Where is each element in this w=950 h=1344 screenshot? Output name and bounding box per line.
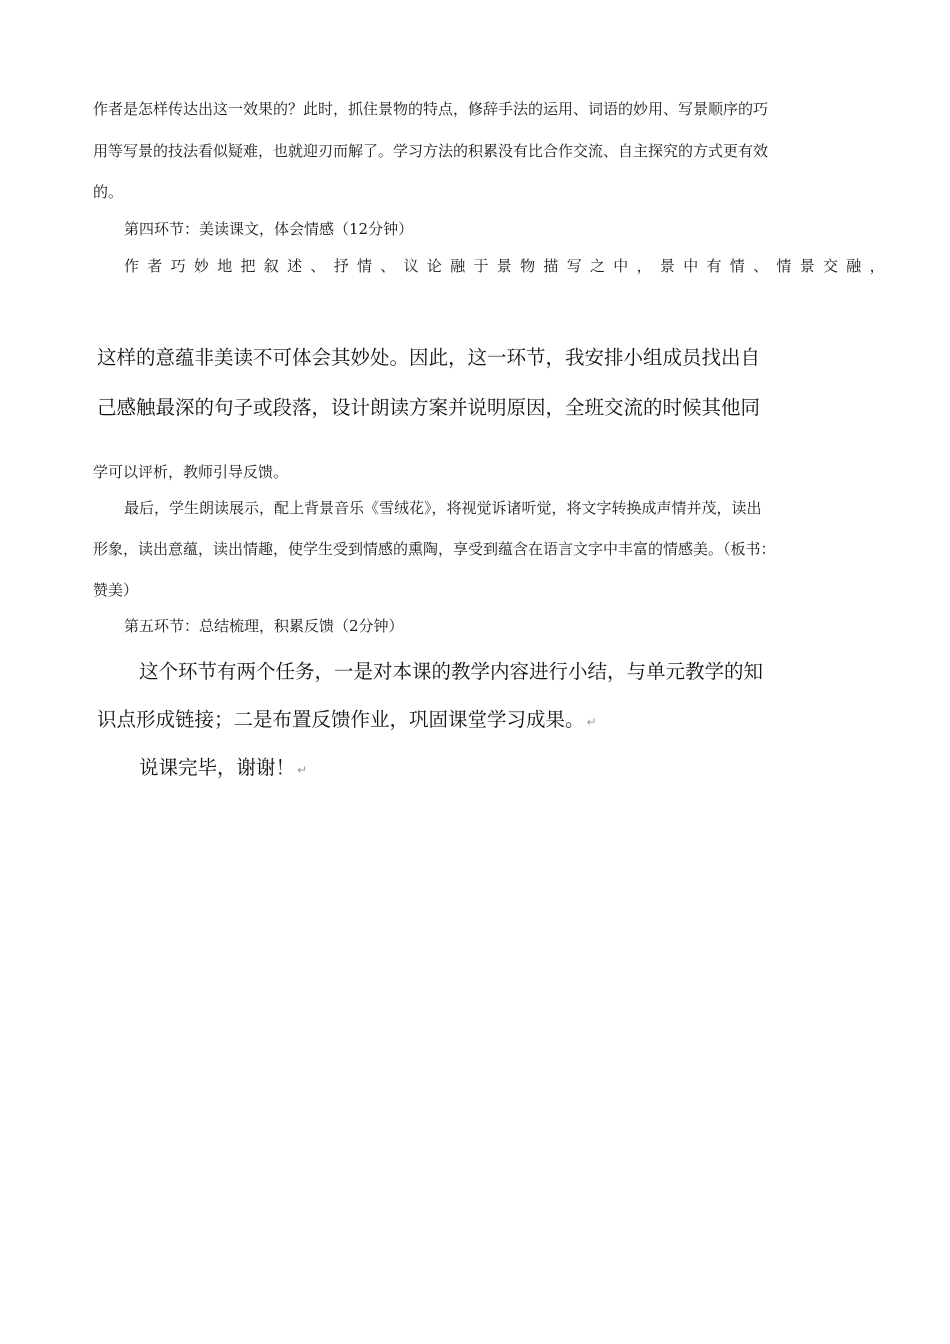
paragraph-2-line-1: 作者巧妙地把叙述、抒情、议论融于景物描写之中，景中有情、情景交融， (124, 257, 893, 275)
paragraph-2-line-2: 这样的意蕴非美读不可体会其妙处。因此，这一环节，我安排小组成员找出自 (97, 346, 761, 369)
paragraph-4-line-2-text: 识点形成链接；二是布置反馈作业，巩固课堂学习成果。 (97, 708, 585, 731)
paragraph-1-line-2: 用等写景的技法看似疑难，也就迎刃而解了。学习方法的积累没有比合作交流、自主探究的方式更有效 (93, 142, 769, 160)
paragraph-4-line-2 (97, 707, 597, 735)
paragraph-3-line-3: 赞美） (93, 581, 139, 599)
paragraph-1-line-1: 作者是怎样传达出这一效果的？此时，抓住景物的特点，修辞手法的运用、词语的妙用、写景顺序的巧 (93, 100, 769, 118)
paragraph-mark: ↵ (586, 715, 597, 729)
closing-line (139, 755, 307, 783)
paragraph-2-line-4: 学可以评析，教师引导反馈。 (93, 463, 289, 481)
section-5-heading: 第五环节：总结梳理，积累反馈（2分钟） (124, 617, 404, 635)
paragraph-3-line-1: 最后，学生朗读展示，配上背景音乐《雪绒花》，将视觉诉诸听觉，将文字转换成声情并茂，读出 (124, 499, 762, 517)
paragraph-2-line-3: 己感触最深的句子或段落，设计朗读方案并说明原因，全班交流的时候其他同 (97, 396, 761, 419)
section-4-heading: 第四环节：美读课文，体会情感（12分钟） (124, 220, 414, 238)
closing-text: 说课完毕，谢谢！ (139, 756, 296, 779)
paragraph-3-line-2: 形象，读出意蕴，读出情趣，使学生受到情感的熏陶，享受到蕴含在语言文字中丰富的情感美。（板书： (93, 540, 776, 558)
paragraph-mark: ↵ (297, 763, 308, 777)
paragraph-1-line-3: 的。 (93, 183, 124, 201)
paragraph-4-line-1: 这个环节有两个任务，一是对本课的教学内容进行小结，与单元教学的知 (139, 660, 764, 683)
